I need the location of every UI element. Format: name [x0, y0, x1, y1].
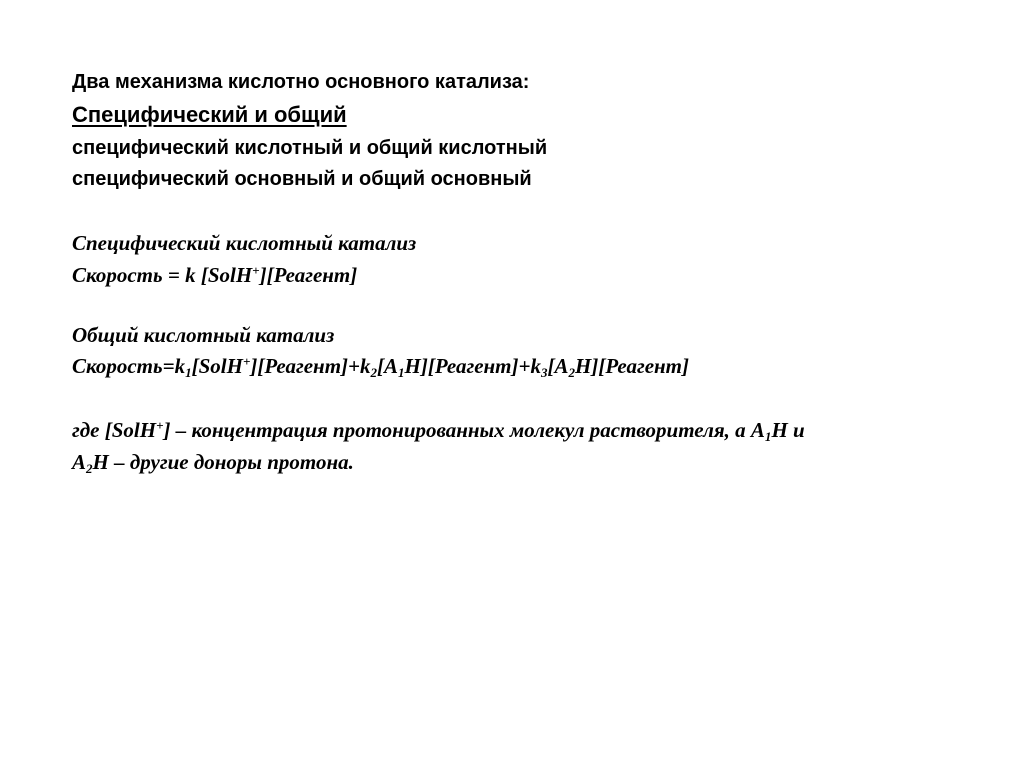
general-rate-equation [72, 354, 689, 379]
general-part-5: H][Реагент]+k [404, 354, 541, 378]
k1-subscript: 1 [185, 365, 192, 381]
specific-plus-superscript: + [252, 262, 260, 278]
a2-subscript: 2 [568, 365, 576, 381]
specific-catalysis-title: Специфический кислотный катализ [72, 231, 417, 255]
specific-rate-prefix: Скорость = k [SolH [72, 263, 253, 287]
k3-subscript: 3 [540, 365, 548, 381]
general-part-4: [A [377, 354, 398, 378]
k2-subscript: 2 [370, 365, 377, 381]
specific-rate-equation [72, 263, 357, 288]
note-line-1 [72, 418, 805, 443]
general-plus-superscript: + [242, 353, 251, 369]
heading-line-4: специфический основный и общий основный [72, 168, 532, 190]
general-part-7: H][Реагент] [575, 354, 690, 378]
note-part-5: H – другие доноры протона. [92, 450, 354, 474]
general-part-3: ][Реагент]+k [250, 354, 371, 378]
note-part-3: H и [771, 418, 805, 442]
note-line-2 [72, 450, 354, 475]
note-part-4: A [72, 450, 87, 474]
note-part-1: где [SolH [72, 418, 157, 442]
note-a1-subscript: 1 [764, 429, 772, 445]
note-a2-subscript: 2 [86, 461, 93, 477]
specific-rate-suffix: ][Реагент] [259, 263, 358, 287]
heading-line-2-underlined: Специфический и общий [72, 102, 347, 127]
heading-line-3: специфический кислотный и общий кислотный [72, 137, 548, 159]
a1-subscript: 1 [398, 365, 405, 381]
note-part-2: ] – концентрация протонированных молекул растворителя, а A [163, 418, 765, 442]
general-catalysis-title: Общий кислотный катализ [72, 323, 335, 347]
note-plus-superscript: + [156, 417, 164, 433]
heading-line-1: Два механизма кислотно основного катализа: [72, 71, 530, 93]
general-part-2: [SolH [191, 354, 243, 378]
general-part-6: [A [547, 354, 569, 378]
general-part-1: Скорость=k [72, 354, 186, 378]
